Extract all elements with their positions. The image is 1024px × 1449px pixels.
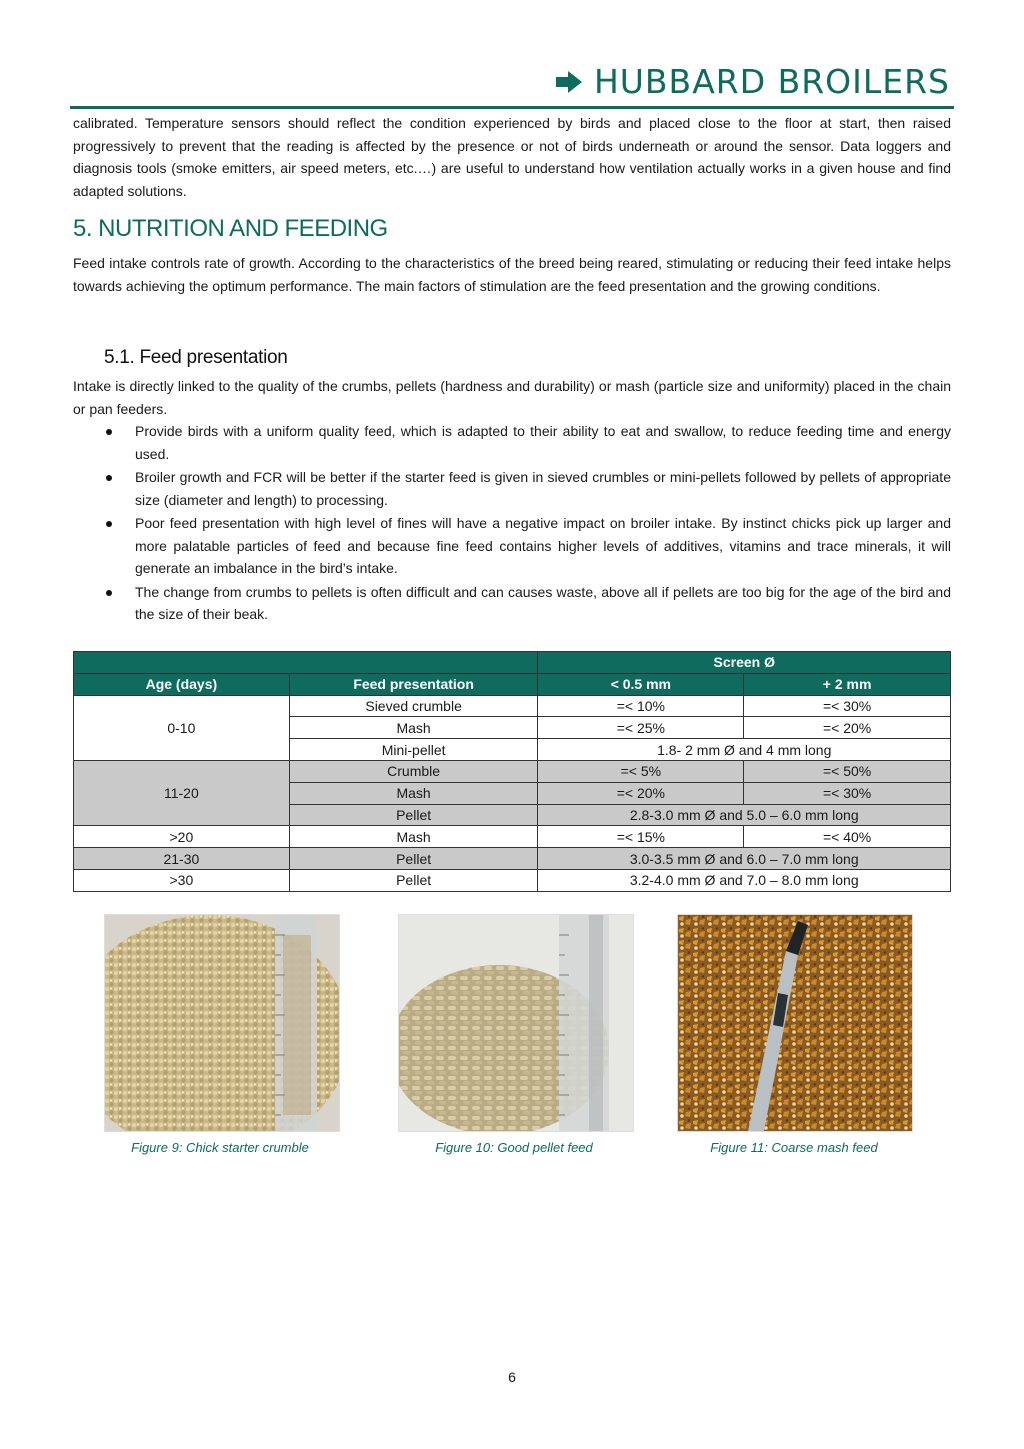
list-item: Broiler growth and FCR will be better if the starter feed is given in sieved crumbles or mini-pellets followed by pellets of appropriate size (diameter and length) to processing. [73, 466, 951, 511]
table-header-cell: Age (days) [74, 673, 290, 695]
table-cell: 2.8-3.0 mm Ø and 5.0 – 6.0 mm long [538, 804, 951, 826]
right-arrow-icon [556, 71, 582, 93]
table-cell: Sieved crumble [289, 695, 538, 717]
table-row [74, 695, 951, 717]
table-cell: =< 40% [744, 826, 951, 848]
figure-9-caption: Figure 9: Chick starter crumble [131, 1140, 309, 1155]
bullet-icon [106, 429, 112, 435]
table-cell: =< 30% [744, 782, 951, 804]
figure-crumble-photo [104, 914, 340, 1132]
table-cell: =< 5% [538, 760, 744, 782]
header-divider [70, 106, 954, 109]
list-item: The change from crumbs to pellets is often difficult and can causes waste, above all if pellets are too big for the age of the bird and the size of their beak. [73, 581, 951, 626]
section-heading: 5. NUTRITION AND FEEDING [73, 215, 388, 242]
bullet-icon [106, 475, 112, 481]
table-header-row [74, 673, 951, 695]
figure-pellet-photo [398, 914, 634, 1132]
table-group-header-row [74, 652, 951, 674]
table-age-cell: 0-10 [74, 695, 290, 760]
table-cell: Pellet [289, 869, 538, 891]
table-cell: =< 30% [744, 695, 951, 717]
intro-paragraph: calibrated. Temperature sensors should reflect the condition experienced by birds and placed close to the floor at start, then raised progressively to prevent that the reading is affected by the presence or not of birds underneath or around the sensor. Data loggers and diagnosis tools (smoke emitters, air speed meters, etc.…) are useful to understand how ventilation actually works in a given house and find adapted solutions. [73, 115, 951, 199]
figure-11-caption: Figure 11: Coarse mash feed [710, 1140, 878, 1155]
table-cell: =< 10% [538, 695, 744, 717]
table-cell: =< 50% [744, 760, 951, 782]
table-cell: =< 20% [744, 717, 951, 739]
table-row [74, 848, 951, 870]
figure-mash-photo [677, 914, 913, 1132]
table-header-blank [74, 652, 538, 674]
table-header-cell: < 0.5 mm [538, 673, 744, 695]
subsection-heading: 5.1. Feed presentation [104, 347, 288, 368]
table-cell: Mash [289, 826, 538, 848]
table-age-cell: 11-20 [74, 760, 290, 825]
figure-10-caption: Figure 10: Good pellet feed [435, 1140, 593, 1155]
table-row [74, 869, 951, 891]
table-cell: Mash [289, 782, 538, 804]
table-cell: =< 25% [538, 717, 744, 739]
table-cell: 1.8- 2 mm Ø and 4 mm long [538, 739, 951, 761]
header-title: HUBBARD BROILERS [593, 62, 950, 101]
table-cell: Mini-pellet [289, 739, 538, 761]
table-age-cell: >20 [74, 826, 290, 848]
feed-presentation-table [73, 651, 951, 892]
table-row [74, 760, 951, 782]
subsection-paragraph: Intake is directly linked to the quality of the crumbs, pellets (hardness and durability) or mash (particle size and uniformity) placed in the chain or pan feeders. [73, 378, 951, 417]
table-cell: Pellet [289, 804, 538, 826]
table-header-cell: Feed presentation [289, 673, 538, 695]
bullet-icon [106, 590, 112, 596]
bullet-icon [106, 521, 112, 527]
table-cell: Crumble [289, 760, 538, 782]
section-paragraph: Feed intake controls rate of growth. According to the characteristics of the breed being reared, stimulating or reducing their feed intake helps towards achieving the optimum performance. The main factors of stimulation are the feed presentation and the growing conditions. [73, 255, 951, 294]
table-cell: =< 15% [538, 826, 744, 848]
table-header-cell: + 2 mm [744, 673, 951, 695]
table-cell: Pellet [289, 848, 538, 870]
table-cell: Mash [289, 717, 538, 739]
table-row [74, 826, 951, 848]
table-age-cell: 21-30 [74, 848, 290, 870]
table-age-cell: >30 [74, 869, 290, 891]
page-number: 6 [508, 1369, 516, 1385]
document-header [556, 62, 950, 101]
table-header-screen: Screen Ø [538, 652, 951, 674]
table-cell: 3.0-3.5 mm Ø and 6.0 – 7.0 mm long [538, 848, 951, 870]
list-item: Provide birds with a uniform quality feed, which is adapted to their ability to eat and swallow, to reduce feeding time and energy used. [73, 420, 951, 465]
list-item: Poor feed presentation with high level of fines will have a negative impact on broiler intake. By instinct chicks pick up larger and more palatable particles of feed and because fine feed contains higher levels of additives, vitamins and trace minerals, it will generate an imbalance in the bird’s intake. [73, 512, 951, 580]
table-cell: 3.2-4.0 mm Ø and 7.0 – 8.0 mm long [538, 869, 951, 891]
table-cell: =< 20% [538, 782, 744, 804]
bullet-list [73, 420, 951, 627]
